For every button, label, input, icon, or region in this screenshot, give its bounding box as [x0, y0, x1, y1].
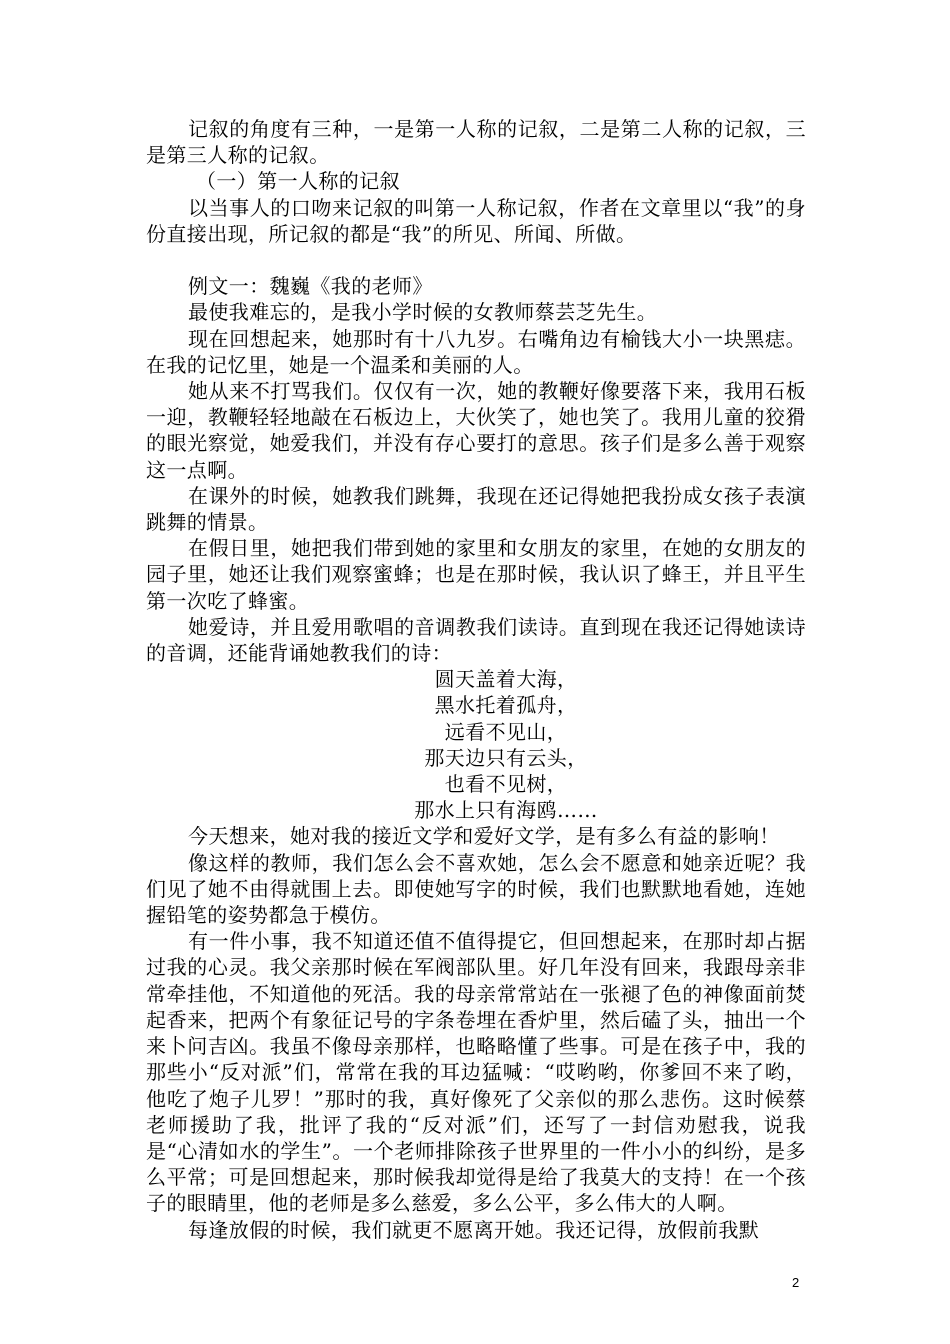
- body-text: [146, 116, 806, 1243]
- body-paragraph: 她从来不打骂我们。仅仅有一次，她的教鞭好像要落下来，我用石板一迎，教鞭轻轻地敲在石板边上，大伙笑了，她也笑了。我用儿童的狡猾的眼光察觉，她爱我们，并没有存心要打的意思。孩子们是多么善于观察这一点啊。: [146, 379, 806, 482]
- page-number: 2: [792, 1275, 800, 1290]
- example-title: 例文一：魏巍《我的老师》: [188, 274, 433, 299]
- body-paragraph: 在课外的时候，她教我们跳舞，我现在还记得她把我扮成女孩子表演跳舞的情景。: [146, 483, 806, 535]
- body-paragraph: 她爱诗，并且爱用歌唱的音调教我们读诗。直到现在我还记得她读诗的音调，还能背诵她教我们的诗：: [146, 614, 806, 666]
- poem-line: 远看不见山，: [444, 719, 568, 744]
- body-paragraph: 每逢放假的时候，我们就更不愿离开她。我还记得，放假前我默: [188, 1217, 760, 1242]
- body-paragraph: 在假日里，她把我们带到她的家里和女朋友的家里，在她的女朋友的园子里，她还让我们观察蜜蜂；也是在那时候，我认识了蜂王，并且平生第一次吃了蜂蜜。: [146, 536, 806, 613]
- blank-line: [146, 247, 806, 273]
- body-paragraph: 有一件小事，我不知道还值不值得提它，但回想起来，在那时却占据过我的心灵。我父亲那时候在军阀部队里。好几年没有回来，我跟母亲非常牵挂他，不知道他的死活。我的母亲常常站在一张褪了色的神像面前焚起香来，把两个有象征记号的字条卷埋在香炉里，然后磕了头，抽出一个来卜问吉凶。我虽不像母亲那样，也略略懂了些事。可是在孩子中，我的那些小“反对派”们，常常在我的耳边猛喊：“哎哟哟，你爹回不来了哟，他吃了炮子儿罗！”那时的我，真好像死了父亲似的那么悲伤。这时候蔡老师援助了我，批评了我的“反对派”们，还写了一封信劝慰我，说我是“心清如水的学生”。一个老师排除孩子世界里的一件小小的纠纷，是多么平常；可是回想起来，那时候我却觉得是给了我莫大的支持！在一个孩子的眼睛里，他的老师是多么慈爱，多么公平，多么伟大的人啊。: [146, 929, 806, 1216]
- body-paragraph: 现在回想起来，她那时有十八九岁。右嘴角边有榆钱大小一块黑痣。在我的记忆里，她是一个温柔和美丽的人。: [146, 326, 806, 377]
- poem-line: 也看不见树，: [444, 772, 568, 797]
- intro-paragraph: 记叙的角度有三种，一是第一人称的记叙，二是第二人称的记叙，三是第三人称的记叙。: [146, 117, 806, 168]
- body-paragraph: 最使我难忘的，是我小学时候的女教师蔡芸芝先生。: [188, 300, 658, 325]
- poem-line: 黑水托着孤舟，: [434, 693, 578, 718]
- intro-paragraph: 以当事人的口吻来记叙的叫第一人称记叙，作者在文章里以“我”的身份直接出现，所记叙的都是“我”的所见、所闻、所做。: [146, 195, 806, 246]
- body-paragraph: 今天想来，她对我的接近文学和爱好文学，是有多么有益的影响！: [188, 824, 780, 849]
- poem-line: 那天边只有云头，: [424, 745, 588, 770]
- section-heading: （一）第一人称的记叙: [196, 169, 400, 194]
- body-paragraph: 像这样的教师，我们怎么会不喜欢她，怎么会不愿意和她亲近呢？我们见了她不由得就围上去。即使她写字的时候，我们也默默地看她，连她握铅笔的姿势都急于模仿。: [146, 850, 806, 928]
- poem-line: 那水上只有海鸥……: [414, 798, 598, 823]
- poem-line: 圆天盖着大海，: [434, 667, 578, 692]
